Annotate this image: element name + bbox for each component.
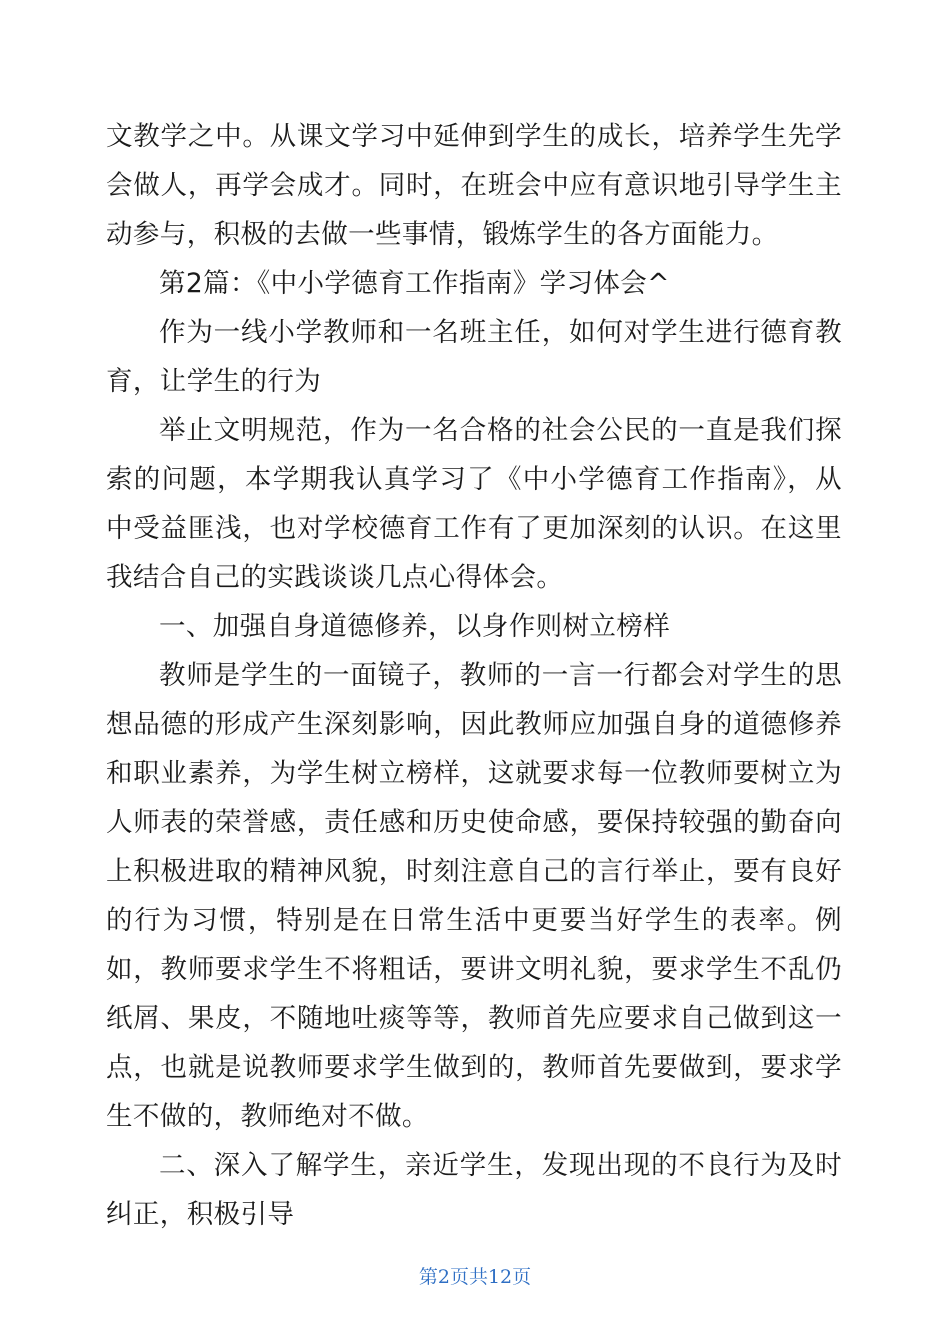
paragraph-body: 教师是学生的一面镜子，教师的一言一行都会对学生的思想品德的形成产生深刻影响，因此教师应加强自身的道德修养和职业素养，为学生树立榜样，这就要求每一位教师要树立为人师表的荣誉感，责任感和历史使命感，要保持较强的勤奋向上积极进取的精神风貌，时刻注意自己的言行举止，要有良好的行为习惯，特别是在日常生活中更要当好学生的表率。例如，教师要求学生不将粗话，要讲文明礼貌，要求学生不乱仍纸屑、果皮，不随地吐痰等等，教师首先应要求自己做到这一点，也就是说教师要求学生做到的，教师首先要做到，要求学生不做的，教师绝对不做。 [106,660,842,1132]
page-indicator: 第2页共12页 [418,1266,532,1288]
paragraph-body: 举止文明规范，作为一名合格的社会公民的一直是我们探索的问题，本学期我认真学习了《中小学德育工作指南》，从中受益匪浅，也对学校德育工作有了更加深刻的认识。在这里我结合自己的实践谈谈几点心得体会。 [106,415,842,593]
paragraph-continuation: 文教学之中。从课文学习中延伸到学生的成长，培养学生先学会做人，再学会成才。同时，在班会中应有意识地引导学生主动参与，积极的去做一些事情，锻炼学生的各方面能力。 [106,121,842,250]
heading-point-one: 一、加强自身道德修养，以身作则树立榜样 [159,611,671,642]
section-title: 第2篇：《中小学德育工作指南》学习体会^ [159,268,670,299]
paragraph-intro: 作为一线小学教师和一名班主任，如何对学生进行德育教育，让学生的行为 [106,317,842,397]
heading-point-two: 二、深入了解学生，亲近学生，发现出现的不良行为及时纠正，积极引导 [106,1150,842,1230]
document-body [106,112,842,1239]
